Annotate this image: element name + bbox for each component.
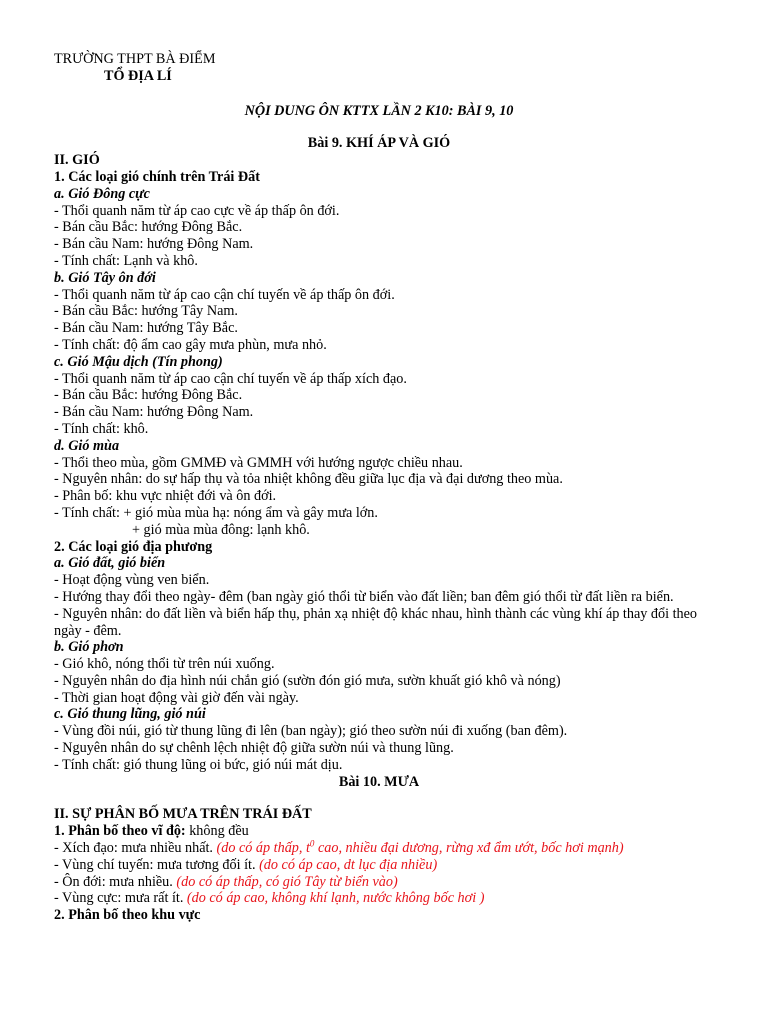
list-item: - Vùng đồi núi, gió từ thung lũng đi lên (ban ngày); gió theo sườn núi đi xuống (ban đêm).	[54, 723, 568, 740]
list-item: - Bán cầu Nam: hướng Đông Nam.	[54, 236, 254, 253]
list-item: - Hướng thay đổi theo ngày- đêm (ban ngày gió thổi từ biển vào đất liền; ban đêm gió thổi từ đất liền ra biển.	[54, 588, 674, 605]
list-item: - Thổi quanh năm từ áp cao cận chí tuyến về áp thấp xích đạo.	[54, 370, 407, 387]
list-item: - Vùng chí tuyến: mưa tương đối ít. (do có áp cao, dt lục địa nhiều)	[54, 856, 438, 873]
document-title: NỘI DUNG ÔN KTTX LẦN 2 K10: BÀI 9, 10	[244, 102, 514, 119]
trade-winds-title: c. Gió Mậu dịch (Tín phong)	[54, 353, 223, 370]
monsoon-title: d. Gió mùa	[54, 437, 120, 454]
red-note: (do có áp thấp, $t^0$ cao, nhiều đại dương, rừng xđ ẩm ướt, bốc hơi mạnh)	[216, 838, 624, 857]
list-item: - Thổi quanh năm từ áp cao cực về áp thấp ôn đới.	[54, 202, 340, 219]
list-item: - Nguyên nhân do sự chênh lệch nhiệt độ giữa sườn núi và thung lũng.	[54, 740, 454, 757]
latitude-heading: 1. Phân bố theo vĩ độ:	[54, 823, 186, 840]
latitude-value: không đều	[189, 823, 249, 840]
list-item: - Tính chất: + gió mùa mùa hạ: nóng ẩm và gây mưa lớn.	[54, 504, 378, 521]
list-item: - Vùng cực: mưa rất ít. (do có áp cao, không khí lạnh, nước không bốc hơi )	[54, 890, 485, 907]
red-note: (do có áp cao, dt lục địa nhiều)	[259, 856, 438, 873]
latitude-distribution	[54, 823, 704, 840]
list-item: - Bán cầu Nam: hướng Đông Nam.	[54, 404, 254, 421]
department-name: TỔ ĐỊA LÍ	[104, 67, 172, 84]
list-item: - Bán cầu Bắc: hướng Đông Bắc.	[54, 219, 243, 236]
lesson9-section: II. GIÓ	[54, 152, 100, 169]
list-item: - Bán cầu Nam: hướng Tây Bắc.	[54, 320, 238, 337]
lesson10-title: Bài 10. MƯA	[338, 773, 420, 790]
list-item: - Phân bố: khu vực nhiệt đới và ôn đới.	[54, 488, 277, 505]
lesson10-section: II. SỰ PHÂN BỐ MƯA TRÊN TRÁI ĐẤT	[54, 806, 312, 823]
list-item: - Xích đạo: mưa nhiều nhất. (do có áp thấp, $t^0$ cao, nhiều đại dương, rừng xđ ẩm ướt, bốc hơi mạnh)	[54, 838, 624, 857]
list-item: - Tính chất: khô.	[54, 420, 149, 437]
list-item: - Bán cầu Bắc: hướng Tây Nam.	[54, 303, 238, 320]
list-item: - Nguyên nhân: do đất liền và biển hấp thụ, phản xạ nhiệt độ khác nhau, hình thành các vùng khí áp thay đổi theo ngày - đêm.	[54, 605, 698, 639]
list-item: - Thổi theo mùa, gồm GMMĐ và GMMH với hướng ngược chiều nhau.	[54, 454, 463, 471]
list-item: - Tính chất: gió thung lũng oi bức, gió núi mát dịu.	[54, 756, 343, 773]
regional-distribution-heading: 2. Phân bố theo khu vực	[54, 907, 201, 924]
document-page	[54, 51, 704, 924]
list-item: + gió mùa mùa đông: lạnh khô.	[132, 521, 310, 538]
list-item: - Nguyên nhân: do sự hấp thụ và tỏa nhiệt không đều giữa lục địa và đại dương theo mùa.	[54, 471, 563, 488]
school-name: TRƯỜNG THPT BÀ ĐIỂM	[54, 51, 216, 67]
list-item: - Thời gian hoạt động vài giờ đến vài ngày.	[54, 689, 299, 706]
lesson9-title: Bài 9. KHÍ ÁP VÀ GIÓ	[307, 135, 451, 152]
foehn-wind-title: b. Gió phơn	[54, 639, 124, 656]
red-note: (do có áp thấp, có gió Tây từ biển vào)	[176, 873, 398, 890]
list-item: - Tính chất: độ ẩm cao gây mưa phùn, mưa nhỏ.	[54, 336, 327, 353]
list-item: - Tính chất: Lạnh và khô.	[54, 252, 198, 269]
list-item: - Thổi quanh năm từ áp cao cận chí tuyến về áp thấp ôn đới.	[54, 286, 395, 303]
part1-heading: 1. Các loại gió chính trên Trái Đất	[54, 168, 260, 185]
valley-mountain-wind-title: c. Gió thung lũng, gió núi	[54, 706, 206, 723]
list-item: - Ôn đới: mưa nhiều. (do có áp thấp, có gió Tây từ biển vào)	[54, 873, 398, 890]
part2-heading: 2. Các loại gió địa phương	[54, 538, 213, 555]
list-item: - Hoạt động vùng ven biển.	[54, 572, 210, 589]
land-sea-breeze-title: a. Gió đất, gió biển	[54, 555, 166, 572]
list-item: - Gió khô, nóng thổi từ trên núi xuống.	[54, 656, 275, 673]
westerlies-title: b. Gió Tây ôn đới	[54, 269, 156, 286]
list-item: - Bán cầu Bắc: hướng Đông Bắc.	[54, 387, 243, 404]
polar-easterlies-title: a. Gió Đông cực	[54, 185, 150, 202]
list-item: - Nguyên nhân do địa hình núi chắn gió (sườn đón gió mưa, sườn khuất gió khô và nóng)	[54, 672, 561, 689]
red-note: (do có áp cao, không khí lạnh, nước không bốc hơi )	[186, 890, 485, 907]
